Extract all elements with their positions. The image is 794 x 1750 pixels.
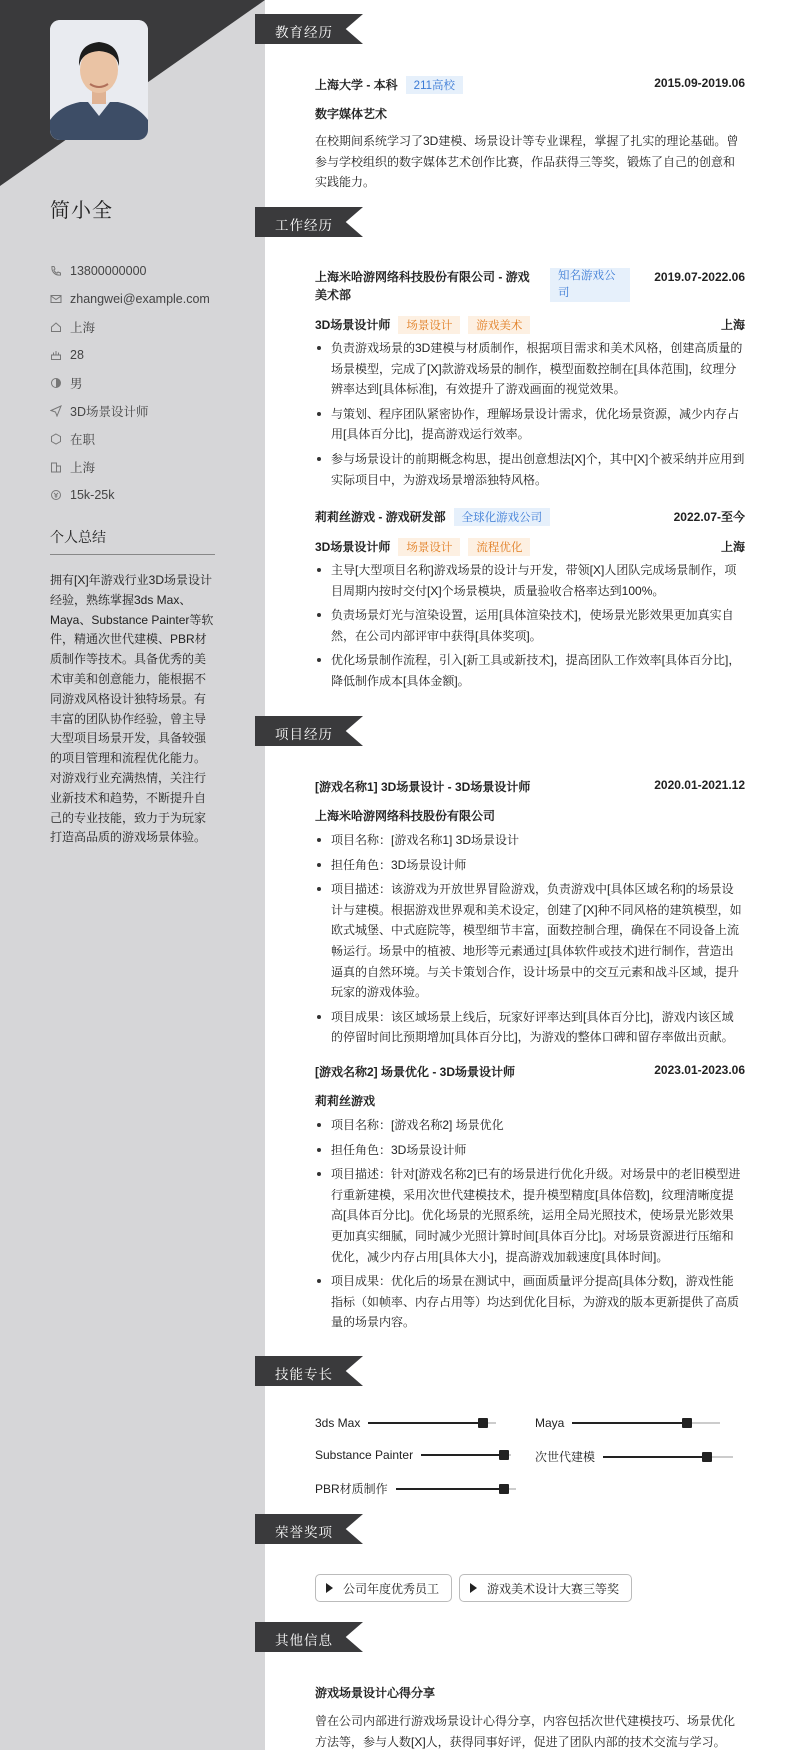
education-entry (315, 76, 745, 193)
skill-bar (368, 1422, 496, 1424)
skill-level-knob (478, 1418, 488, 1428)
section-other-title: 其他信息 (275, 1633, 333, 1648)
list-item: 项目成果：该区域场景上线后，玩家好评率达到[具体百分比]，游戏内该区域的停留时间比预期增加[具体百分比]，为游戏的整体口碑和留存率做出贡献。 (315, 1007, 745, 1048)
project-1-company: 上海米哈游网络科技股份有限公司 (315, 809, 496, 823)
work-entry-1 (315, 268, 745, 490)
work-2-company-tag: 全球化游戏公司 (454, 508, 551, 526)
home-icon (50, 321, 62, 333)
section-other-header (255, 1622, 363, 1652)
list-item: 担任角色：3D场景设计师 (315, 855, 745, 876)
skill-pbr-material (315, 1480, 516, 1497)
send-icon (50, 405, 62, 417)
education-school: 上海大学 - 本科 (315, 78, 398, 92)
skill-name: Maya (535, 1416, 565, 1430)
summary-text: 拥有[X]年游戏行业3D场景设计经验，熟练掌握3ds Max、Maya、Substance Painter等软件，精通次世代建模、PBR材质制作等技术。具备优秀的美术审美和创意能力，能根据不同游戏风格设计独特场景。有丰富的团队协作经验，曾主导大型项目场景开发，具备较强的项目管理和流程优化能力。对游戏行业充满热情，关注行业新技术和趋势，不断提升自己的专业技能，致力于为玩家打造高品质的游戏场景体验。 (50, 573, 214, 845)
main-content (255, 0, 794, 1750)
award-label: 公司年度优秀员工 (343, 1581, 440, 1596)
skill-substance-painter (315, 1448, 511, 1462)
skill-level-knob (682, 1418, 692, 1428)
award-label: 游戏美术设计大赛三等奖 (487, 1581, 620, 1596)
list-item: 项目描述：该游戏为开放世界冒险游戏，负责游戏中[具体区域名称]的场景设计与建模。根据游戏世界观和美术设定，创建了[X]种不同风格的建筑模型，如欧式城堡、中式庭院等，模型细节丰富，面数控制合理，确保在不同设备上流畅运行。场景中的植被、地形等元素通过[具体软件或技术]进行制作，营造出逼真的自然环境。与关卡策划合作，设计场景中的交互元素和战斗区域，提升玩家的游戏体验。 (315, 879, 745, 1003)
other-entry (315, 1684, 745, 1750)
work-1-role: 3D场景设计师 (315, 318, 391, 332)
section-projects-title: 项目经历 (275, 727, 333, 742)
skill-name: Substance Painter (315, 1448, 414, 1462)
info-age (50, 341, 210, 369)
list-item: 项目描述：针对[游戏名称2]已有的场景进行优化升级。对场景中的老旧模型进行重新建模，采用次世代建模技术，提升模型精度[具体倍数]，纹理清晰度提高[具体百分比]。优化场景的光照系统，运用全局光照技术，使场景光影效果更加真实细腻，同时减少光照计算时间[具体百分比]。对场景资源进行压缩和优化，减少内存占用[具体大小]，提高游戏加载速度[具体时间]。 (315, 1164, 745, 1267)
skill-bar (603, 1456, 733, 1458)
skill-3dsmax (315, 1416, 496, 1430)
work-1-tag-1: 场景设计 (398, 316, 460, 334)
skill-bar (421, 1454, 511, 1456)
list-item: 与策划、程序团队紧密协作，理解场景设计需求，优化场景资源，减少内存占用[具体百分比]，提高游戏运行效率。 (315, 404, 745, 445)
skill-name: PBR材质制作 (315, 1482, 388, 1496)
skill-bar (396, 1488, 516, 1490)
other-desc: 曾在公司内部进行游戏场景设计心得分享，内容包括次世代建模技巧、场景优化方法等，参与人数[X]人，获得同事好评，促进了团队内部的技术交流与学习。 (315, 1714, 736, 1749)
other-title: 游戏场景设计心得分享 (315, 1686, 436, 1700)
info-gender-text: 男 (70, 377, 83, 391)
status-icon (50, 433, 62, 445)
info-status (50, 425, 210, 453)
list-item: 项目名称：[游戏名称1] 3D场景设计 (315, 830, 745, 851)
project-1-title: [游戏名称1] 3D场景设计 - 3D场景设计师 (315, 780, 531, 794)
section-education-title: 教育经历 (275, 25, 333, 40)
skill-maya (535, 1416, 720, 1430)
work-1-company-tag: 知名游戏公 司 (550, 268, 630, 302)
info-city (50, 453, 210, 481)
work-2-date: 2022.07-至今 (673, 510, 745, 524)
gender-icon (50, 377, 62, 389)
info-email-text: zhangwei@example.com (70, 292, 210, 306)
work-1-date: 2019.07-2022.06 (654, 270, 745, 284)
skill-bar (572, 1422, 720, 1424)
list-item: 负责游戏场景的3D建模与材质制作，根据项目需求和美术风格，创建高质量的场景模型，完成了[X]款游戏场景的制作，模型面数控制在[具体范围]，纹理分辨率达到[具体标准]，有效提升了游戏画面的视觉效果。 (315, 338, 745, 400)
info-age-text: 28 (70, 348, 84, 362)
summary-title: 个人总结 (50, 529, 106, 545)
skill-next-gen-modeling (535, 1448, 733, 1465)
list-item: 主导[大型项目名称]游戏场景的设计与开发，带领[X]人团队完成场景制作，项目周期内按时交付[X]个场景模块，质量验收合格率达到100%。 (315, 560, 745, 601)
project-entry-2 (315, 1063, 745, 1333)
education-desc: 在校期间系统学习了3D建模、场景设计等专业课程，掌握了扎实的理论基础。曾参与学校组织的数字媒体艺术创作比赛，作品获得三等奖，锻炼了自己的创意和实践能力。 (315, 134, 739, 190)
work-2-company: 莉莉丝游戏 - 游戏研发部 (315, 510, 446, 524)
info-phone[interactable] (50, 257, 210, 285)
project-2-bullets (315, 1115, 745, 1333)
award-item-1[interactable] (315, 1574, 452, 1602)
list-item: 担任角色：3D场景设计师 (315, 1140, 745, 1161)
section-education-header (255, 14, 363, 44)
section-work-title: 工作经历 (275, 218, 333, 233)
info-gender (50, 369, 210, 397)
info-home-text: 上海 (70, 321, 96, 335)
contact-info-list (50, 257, 210, 509)
info-position (50, 397, 210, 425)
education-date: 2015.09-2019.06 (654, 76, 745, 90)
info-position-text: 3D场景设计师 (70, 405, 149, 419)
work-2-city: 上海 (720, 540, 745, 554)
project-2-date: 2023.01-2023.06 (654, 1063, 745, 1077)
work-1-city: 上海 (720, 318, 745, 332)
play-icon (326, 1583, 333, 1593)
work-2-bullets (315, 560, 745, 692)
info-city-text: 上海 (70, 461, 96, 475)
section-projects-header (255, 716, 363, 746)
list-item: 项目名称：[游戏名称2] 场景优化 (315, 1115, 745, 1136)
list-item: 优化场景制作流程，引入[新工具或新技术]，提高团队工作效率[具体百分比]，降低制作成本[具体金额]。 (315, 650, 745, 691)
skill-name: 次世代建模 (535, 1450, 596, 1464)
sidebar (0, 0, 265, 1750)
section-awards-header (255, 1514, 363, 1544)
building-icon (50, 461, 62, 473)
info-salary (50, 481, 210, 509)
work-2-tag-2: 流程优化 (468, 538, 530, 556)
play-icon (470, 1583, 477, 1593)
skill-level-knob (499, 1484, 509, 1494)
project-1-date: 2020.01-2021.12 (654, 778, 745, 792)
project-2-company: 莉莉丝游戏 (315, 1094, 376, 1108)
info-home (50, 313, 210, 341)
work-entry-2 (315, 508, 745, 692)
avatar (50, 20, 148, 140)
info-email[interactable] (50, 285, 210, 313)
section-work-header (255, 207, 363, 237)
info-phone-text: 13800000000 (70, 264, 147, 278)
work-1-tag-2: 游戏美术 (468, 316, 530, 334)
education-major: 数字媒体艺术 (315, 107, 388, 121)
list-item: 负责场景灯光与渲染设置，运用[具体渲染技术]，使场景光影效果更加真实自然，在公司内部评审中获得[具体奖项]。 (315, 605, 745, 646)
section-awards-title: 荣誉奖项 (275, 1525, 333, 1540)
list-item: 参与场景设计的前期概念构思，提出创意想法[X]个，其中[X]个被采纳并应用到实际项目中，为游戏场景增添独特风格。 (315, 449, 745, 490)
list-item: 项目成果：优化后的场景在测试中，画面质量评分提高[具体分数]，游戏性能指标（如帧率、内存占用等）均达到优化目标，为游戏的版本更新提供了高质量的场景内容。 (315, 1271, 745, 1333)
info-salary-text: 15k-25k (70, 488, 115, 502)
skill-level-knob (702, 1452, 712, 1462)
summary-divider (50, 554, 215, 555)
project-2-title: [游戏名称2] 场景优化 - 3D场景设计师 (315, 1065, 516, 1079)
award-item-2[interactable] (459, 1574, 632, 1602)
profile-name: 简小全 (50, 200, 113, 222)
work-1-company: 上海米哈游网络科技股份有限公司 - 游戏 (315, 270, 530, 284)
work-2-tag-1: 场景设计 (398, 538, 460, 556)
money-icon (50, 489, 62, 501)
project-1-bullets (315, 830, 745, 1048)
email-icon (50, 293, 62, 305)
phone-icon (50, 265, 62, 277)
cake-icon (50, 349, 62, 361)
section-skills-title: 技能专长 (275, 1367, 333, 1382)
skill-level-knob (499, 1450, 509, 1460)
info-status-text: 在职 (70, 433, 96, 447)
work-2-role: 3D场景设计师 (315, 540, 391, 554)
work-1-department: 美术部 (315, 288, 352, 302)
education-tag: 211高校 (406, 76, 463, 94)
work-1-bullets (315, 338, 745, 490)
section-skills-header (255, 1356, 363, 1386)
skill-name: 3ds Max (315, 1416, 361, 1430)
project-entry-1 (315, 778, 745, 1048)
